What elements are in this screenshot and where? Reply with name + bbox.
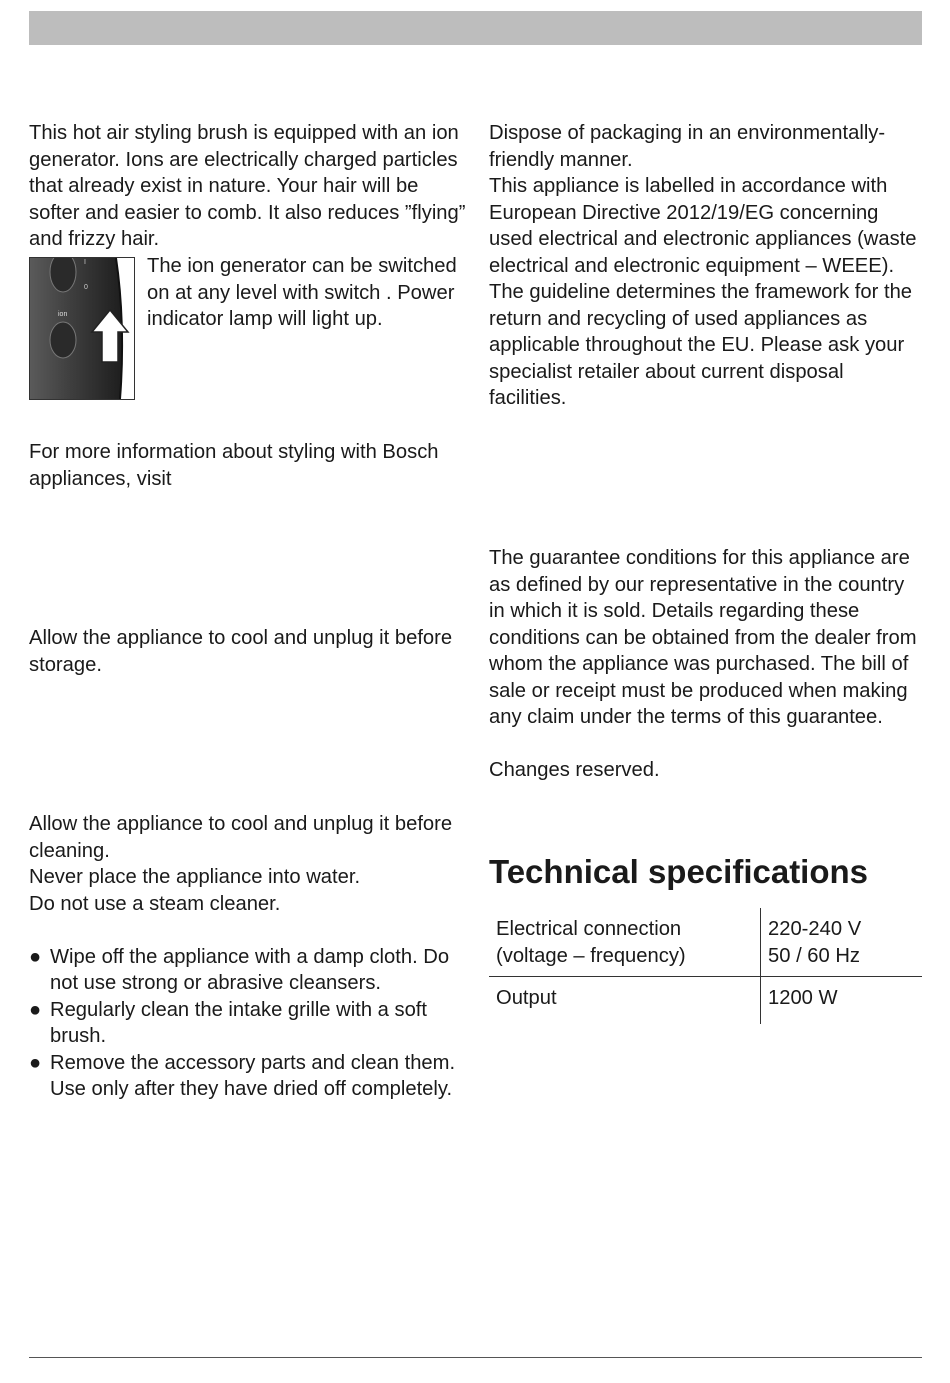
bullet-icon: ●	[29, 998, 42, 1021]
table-row	[489, 908, 922, 977]
spec-value: 1200 W	[768, 987, 838, 1009]
bullet-icon: ●	[29, 945, 42, 968]
list-item: ● Remove the accessory parts and clean them. Use only after they have dried off completely.	[29, 1051, 456, 1100]
cleaning-line: Do not use a steam cleaner.	[29, 892, 281, 915]
specifications-table	[489, 908, 922, 1024]
ion-intro-section	[29, 120, 469, 253]
storage-text: Allow the appliance to cool and unplug it before storage.	[29, 627, 453, 676]
ion-switch-text: The ion generator can be switched on at any level with switch . Power indicator lamp will light up.	[147, 255, 457, 330]
bullet-icon: ●	[29, 1051, 42, 1074]
cleaning-line: Never place the appliance into water.	[29, 866, 361, 888]
ion-switch-block	[29, 253, 469, 403]
guarantee-text: The guarantee conditions for this appliance are as defined by our representative in the country in which it is sold. Details regarding these conditions can be obtained from the dealer from whom the appliance was purchased. The bill of sale or receipt must be produced when making any claim under the terms of this guarantee.	[489, 547, 917, 728]
info-text: For more information about styling with Bosch appliances, visit	[29, 441, 439, 490]
technical-specifications-heading: Technical specifications	[489, 853, 869, 890]
spec-value: 220-240 V 50 / 60 Hz	[761, 908, 923, 977]
table-row	[489, 977, 922, 1024]
cleaning-bullet-list	[29, 944, 469, 1103]
ion-switch-illustration	[29, 257, 135, 400]
ion-switch-label: ion	[58, 311, 68, 318]
level-one-mark: I	[84, 259, 86, 266]
header-bar	[29, 11, 922, 45]
guarantee-section	[489, 545, 925, 784]
cleaning-section	[29, 811, 469, 1103]
appliance-handle-icon	[30, 258, 134, 399]
disposal-section	[489, 120, 925, 412]
level-zero-mark: 0	[84, 284, 88, 291]
info-section	[29, 439, 469, 492]
spec-label: Electrical connection (voltage – frequency)	[489, 908, 761, 977]
ion-intro-text: This hot air styling brush is equipped with an ion generator. Ions are electrically charged particles that already exist in nature. Your hair will be softer and easier to comb. It also reduces ”flying” and frizzy hair.	[29, 122, 466, 250]
changes-reserved-text: Changes reserved.	[489, 759, 660, 781]
list-item: ● Regularly clean the intake grille with a soft brush.	[29, 998, 428, 1047]
storage-section	[29, 625, 469, 678]
spec-label: Output	[489, 977, 761, 1024]
disposal-packaging-text: Dispose of packaging in an environmentally-friendly manner.	[489, 122, 886, 171]
footer-rule	[29, 1357, 922, 1358]
cleaning-line: Allow the appliance to cool and unplug it before cleaning.	[29, 813, 453, 862]
disposal-weee-text: This appliance is labelled in accordance with European Directive 2012/19/EG concerning used electrical and electronic appliances (waste electrical and electronic equipment – WEEE). The guideline determines the framework for the return and recycling of used appliances as applicable throughout the EU. Please ask your specialist retailer about current disposal facilities.	[489, 175, 917, 409]
list-item: ● Wipe off the appliance with a damp cloth. Do not use strong or abrasive cleansers.	[29, 945, 450, 994]
